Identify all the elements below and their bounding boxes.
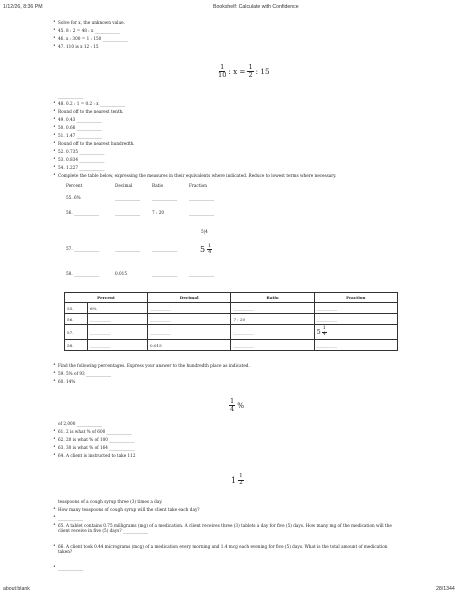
plain-r56-decimal: ____________ [115, 210, 141, 215]
row-number: 58. [65, 340, 88, 351]
plain-r57-decimal: ____________ [115, 246, 141, 251]
instruction-round-hundredth: • Round off to the nearest hundredth. [58, 141, 135, 146]
plain-note: 5|4 [201, 229, 208, 234]
table-row [65, 314, 398, 325]
plain-r58-decimal: 0.015 [115, 271, 127, 276]
question-60: • 60. 14% [58, 379, 75, 384]
plain-header-percent: Percent [66, 183, 83, 188]
question-48: • 48. 0.2 : 1 = 0.2 : x ____________ [58, 101, 125, 106]
plain-r56-ratio: 7 : 20 [152, 210, 165, 215]
cell-percent: __________ [88, 325, 148, 340]
question-66: • 66. A client took 0.44 micrograms (mcg) of a medication every morning and 1.4 mcg each evening for five (5) days. What is the total amount of medication taken? [58, 544, 398, 554]
fraction-one-half: $\frac{1}{2}$ [248, 63, 253, 79]
cell-ratio: __________ [231, 340, 314, 351]
col-percent: Percent [65, 293, 148, 303]
question-59: • 59. 5% of 93 ____________ [58, 371, 111, 376]
question-50: • 50. 0.66 ____________ [58, 125, 102, 130]
question-61: • 61. 2 is what % of 600 ____________ [58, 429, 132, 434]
question-62: • 62. 20 is what % of 100 ____________ [58, 437, 134, 442]
question-64-continued: teaspoons of a cough syrup three (3) times a day. [58, 499, 163, 504]
plain-r55-percent: 55. 6% [66, 195, 81, 200]
question-63: • 63. 30 is what % of 164 ____________ [58, 445, 134, 450]
percent-fraction: $\frac{1}{4}$ % [230, 397, 245, 413]
question-64: • 64. A client is instructed to take 112 [58, 453, 136, 458]
answer-blank-47: ____________ [58, 93, 84, 98]
question-49: • 49. 0.43 ____________ [58, 117, 102, 122]
equivalents-table [64, 292, 398, 351]
col-ratio: Ratio [231, 293, 314, 303]
instruction-round-tenth: • Round off to the nearest tenth. [58, 109, 124, 114]
cell-fraction: __________ [314, 314, 397, 325]
question-65: • 65. A tablet contains 0.75 milligrams (mg) of a medication. A client receives three (3) tablets a day for five (5) days. How many mg of the medication will the client receive in five (5) days? ____________ [58, 523, 398, 533]
plain-r55-ratio: ____________ [152, 195, 178, 200]
cell-decimal: __________ [148, 303, 231, 314]
table-row [65, 325, 398, 340]
row-number: 55. [65, 303, 88, 314]
cell-fraction: __________ [314, 340, 397, 351]
plain-header-ratio: Ratio [152, 183, 164, 188]
answer-blank-66: • ____________ [58, 565, 83, 570]
plain-r55-decimal: ____________ [115, 195, 141, 200]
footer-page-number: 28/1344 [436, 586, 455, 592]
ratio-equation: $\frac{1}{10}$ : x = $\frac{1}{2}$ : 15 [218, 63, 270, 79]
row-number: 56. [65, 314, 88, 325]
page-title: Bookshelf: Calculate with Confidence [213, 4, 299, 10]
col-decimal: Decimal [148, 293, 231, 303]
plain-r58-percent: 58. ____________ [66, 271, 100, 276]
question-47: • 47. 110 is x 12 : 15 [58, 44, 99, 49]
col-fraction: Fraction [314, 293, 397, 303]
cell-percent: 6% [88, 303, 148, 314]
answer-blank-64: • ____________ [58, 515, 83, 520]
instruction-solve-x: • Solve for x, the unknown value. [58, 20, 125, 25]
question-53: • 53. 0.834 ____________ [58, 157, 104, 162]
cell-fraction [314, 325, 397, 340]
mixed-fraction-one-half: 1 $\frac{1}{2}$ [231, 473, 243, 486]
cell-ratio: __________ [231, 303, 314, 314]
instruction-find-percentages: • Find the following percentages. Express your answer to the hundredth place as indicated. [58, 363, 250, 368]
question-60-continued: of 2,000 ____________ [58, 421, 102, 426]
plain-r56-percent: 56. ____________ [66, 210, 100, 215]
question-51: • 51. 1.47 ____________ [58, 133, 102, 138]
plain-r58-ratio: ____________ [152, 271, 178, 276]
cell-percent: __________ [88, 340, 148, 351]
plain-r57-mixed-fraction: 5 $\frac{1}{4}$ [200, 243, 212, 255]
fraction-one-tenth: $\frac{1}{10}$ [218, 63, 227, 79]
table-row [65, 340, 398, 351]
plain-r55-fraction: ____________ [189, 195, 215, 200]
question-45: • 45. 8 : 2 = 48 : x ____________ [58, 28, 120, 33]
row-number: 57. [65, 325, 88, 340]
question-52: • 52. 0.735 ____________ [58, 149, 104, 154]
cell-decimal: __________ [148, 325, 231, 340]
table-row [65, 303, 398, 314]
plain-header-fraction: Fraction [189, 183, 207, 188]
cell-ratio: 7 : 20 [231, 314, 314, 325]
plain-r58-fraction: ____________ [189, 271, 215, 276]
plain-r57-percent: 57. ____________ [66, 246, 100, 251]
mixed-fraction-five-one-fourth: 5 $\frac{1}{4}$ [316, 325, 326, 337]
cell-percent: __________ [88, 314, 148, 325]
table-header-row [65, 293, 398, 303]
cell-ratio: __________ [231, 325, 314, 340]
footer-url: about:blank [3, 586, 30, 592]
cell-decimal: __________ [148, 314, 231, 325]
plain-header-decimal: Decimal [115, 183, 133, 188]
cell-decimal: 0.015 [148, 340, 231, 351]
cell-fraction: __________ [314, 303, 397, 314]
question-46: • 46. x : 300 = 1 : 150 ____________ [58, 36, 128, 41]
plain-r56-fraction: ____________ [189, 210, 215, 215]
question-54: • 54. 1.227 ____________ [58, 165, 104, 170]
question-64-prompt: • How many teaspoons of cough syrup will the client take each day? [58, 507, 200, 512]
plain-r57-ratio: ____________ [152, 246, 178, 251]
instruction-complete-table: • Complete the table below, expressing the measures in their equivalents where indicated. Reduce to lowest terms where necessary. [58, 173, 336, 178]
print-datetime: 1/12/26, 8:36 PM [3, 4, 43, 10]
